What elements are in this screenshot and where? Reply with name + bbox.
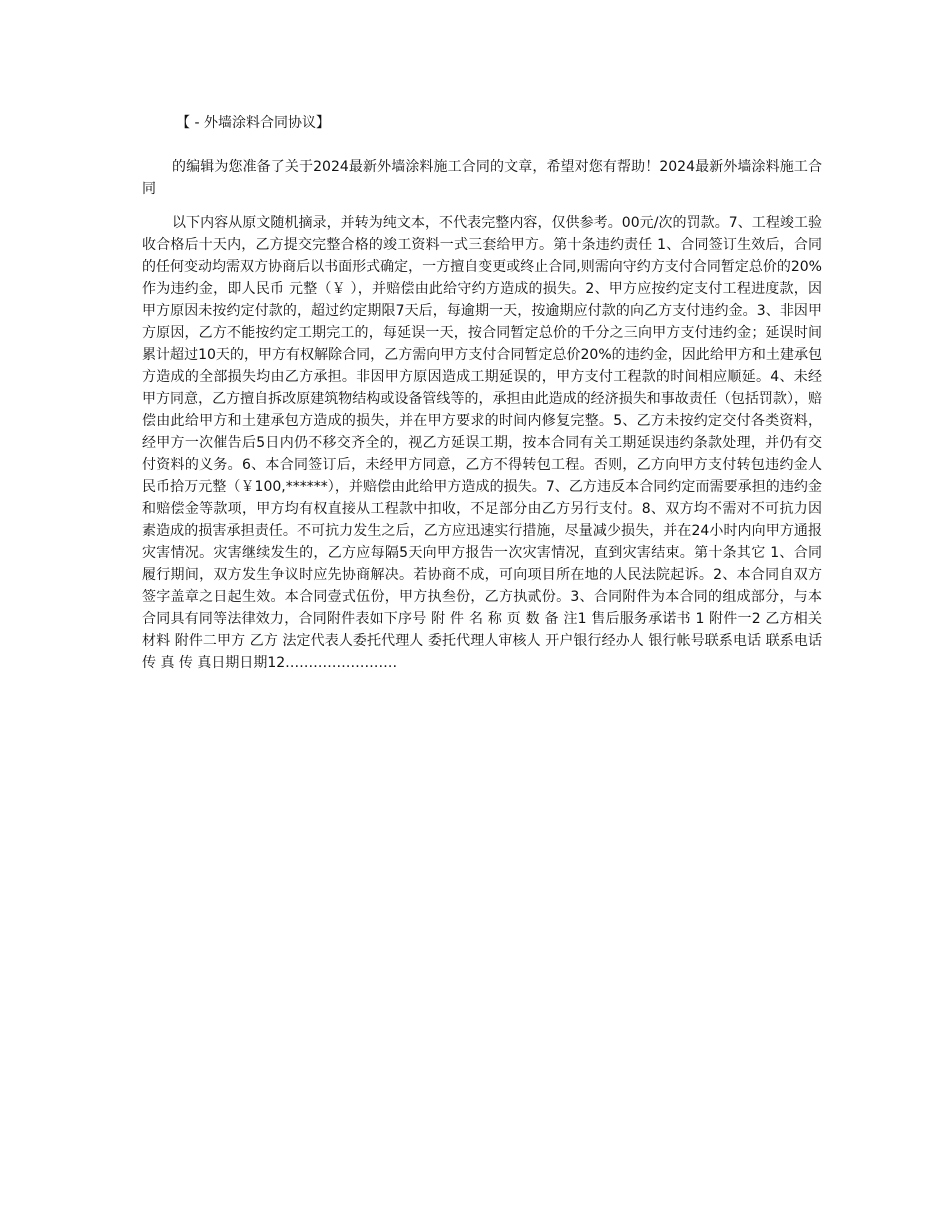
intro-paragraph: 的编辑为您准备了关于2024最新外墙涂料施工合同的文章，希望对您有帮助！2024最新外墙涂料施工合同	[142, 159, 822, 197]
body-paragraph: 以下内容从原文随机摘录，并转为纯文本，不代表完整内容，仅供参考。00元/次的罚款。7、工程竣工验收合格后十天内，乙方提交完整合格的竣工资料一式三套给甲方。第十条违约责任 1、合同签订生效后，合同的任何变动均需双方协商后以书面形式确定，一方擅自变更或终止合同,则需向守约方支付合同暂定总价的20%作为违约金，即人民币 元整（￥ ），并赔偿由此给守约方造成的损失。2、甲方应按约定支付工程进度款，因甲方原因未按约定付款的，超过约定期限7天后，每逾期一天，按逾期应付款的向乙方支付违约金。3、非因甲方原因，乙方不能按约定工期完工的，每延误一天，按合同暂定总价的千分之三向甲方支付违约金；延误时间累计超过10天的，甲方有权解除合同，乙方需向甲方支付合同暂定总价20%的违约金，因此给甲方和土建承包方造成的全部损失均由乙方承担。非因甲方原因造成工期延误的，甲方支付工程款的时间相应顺延。4、未经甲方同意，乙方擅自拆改原建筑物结构或设备管线等的，承担由此造成的经济损失和事故责任（包括罚款），赔偿由此给甲方和土建承包方造成的损失，并在甲方要求的时间内修复完整。5、乙方未按约定交付各类资料，经甲方一次催告后5日内仍不移交齐全的，视乙方延误工期，按本合同有关工期延误违约条款处理，并仍有交付资料的义务。6、本合同签订后，未经甲方同意，乙方不得转包工程。否则，乙方向甲方支付转包违约金人民币拾万元整（￥100,******），并赔偿由此给甲方造成的损失。7、乙方违反本合同约定而需要承担的违约金和赔偿金等款项，甲方均有权直接从工程款中扣收，不足部分由乙方另行支付。8、双方均不需对不可抗力因素造成的损害承担责任。不可抗力发生之后，乙方应迅速实行措施，尽量减少损失，并在24小时内向甲方通报灾害情况。灾害继续发生的，乙方应每隔5天向甲方报告一次灾害情况，直到灾害结束。第十条其它 1、合同履行期间，双方发生争议时应先协商解决。若协商不成，可向项目所在地的人民法院起诉。2、本合同自双方签字盖章之日起生效。本合同壹式伍份，甲方执叁份，乙方执贰份。3、合同附件为本合同的组成部分，与本合同具有同等法律效力，合同附件表如下序号 附 件 名 称 页 数 备 注1 售后服务承诺书 1 附件一2 乙方相关材料 附件二甲方 乙方 法定代表人委托代理人 委托代理人审核人 开户银行经办人 银行帐号联系电话 联系电话传 真 传 真日期日期12……………………	[142, 215, 822, 671]
document-title: 【 - 外墙涂料合同协议】	[176, 115, 330, 131]
document-page	[142, 112, 822, 674]
